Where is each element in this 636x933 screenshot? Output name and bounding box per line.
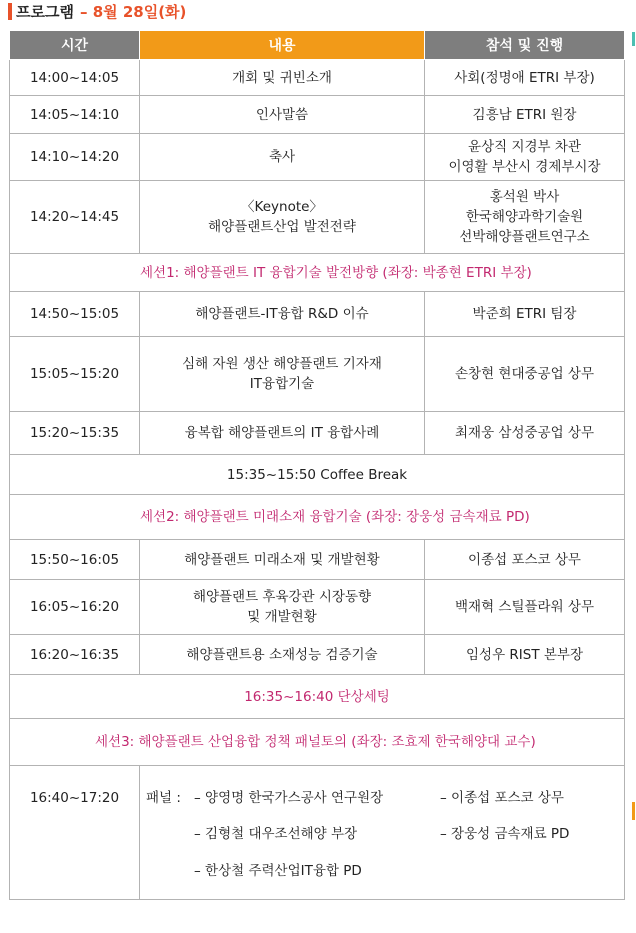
time-cell: 14:05~14:10 — [10, 96, 140, 134]
people-cell — [425, 412, 625, 455]
content-line: 인사말씀 — [255, 106, 309, 123]
table-header — [10, 31, 625, 60]
coffee-break: 15:35~15:50 Coffee Break — [10, 455, 625, 495]
table-row — [10, 412, 625, 455]
content-line: 해양플랜트용 소재성능 검증기술 — [186, 646, 378, 663]
content-line: 해양플랜트-IT융합 R&D 이슈 — [195, 306, 369, 322]
table-row — [10, 337, 625, 412]
content-line: 해양플랜트 미래소재 및 개발현황 — [184, 551, 380, 568]
break-row — [10, 455, 625, 495]
program-table — [9, 30, 625, 900]
people-cell — [425, 181, 625, 254]
content-line: IT융합기술 — [249, 376, 315, 392]
break-row — [10, 675, 625, 719]
table-row — [10, 96, 625, 134]
panel-member: – 양영명 한국가스공사 연구원장 — [194, 790, 384, 806]
heading-accent-bar — [8, 3, 12, 20]
content-line: 개회 및 귀빈소개 — [232, 69, 332, 86]
panel-label: 패널 : — [146, 790, 181, 806]
time-cell: 16:20~16:35 — [10, 635, 140, 675]
table-row — [10, 635, 625, 675]
content-line: 축사 — [268, 149, 296, 165]
panel-cell — [140, 766, 625, 900]
panel-member: – 장웅성 금속재료 PD — [440, 826, 570, 842]
time-cell: 15:05~15:20 — [10, 337, 140, 412]
side-mark-teal — [632, 32, 635, 46]
heading-title: 프로그램 — [16, 2, 74, 21]
stage-setting: 16:35~16:40 단상세팅 — [10, 675, 625, 719]
heading-date: – 8월 28일(화) — [79, 2, 187, 21]
people-cell — [425, 540, 625, 580]
column-header-time: 시간 — [10, 31, 140, 60]
content-cell — [140, 60, 425, 96]
column-header-content: 내용 — [140, 31, 425, 60]
session-title: 세션3: 해양플랜트 산업융합 정책 패널토의 (좌장: 조효제 한국해양대 교수) — [10, 719, 625, 766]
people-line: 홍석원 박사 — [489, 189, 560, 205]
panel-member: – 이종섭 포스코 상무 — [440, 790, 564, 806]
table-row — [10, 580, 625, 635]
content-cell — [140, 635, 425, 675]
content-cell — [140, 181, 425, 254]
panel-member: – 한상철 주력산업IT융합 PD — [194, 863, 362, 879]
people-line: 임성우 RIST 본부장 — [465, 646, 583, 663]
people-line: 손창현 현대중공업 상무 — [455, 366, 594, 382]
side-mark-orange — [632, 802, 635, 820]
table-row — [10, 60, 625, 96]
people-cell — [425, 60, 625, 96]
content-cell — [140, 540, 425, 580]
content-line: 해양플랜트 후육강관 시장동향 — [192, 589, 372, 605]
panel-member: – 김형철 대우조선해양 부장 — [194, 826, 358, 842]
table-row — [10, 181, 625, 254]
content-line: 해양플랜트산업 발전전략 — [208, 219, 356, 235]
people-cell — [425, 292, 625, 337]
time-cell: 15:20~15:35 — [10, 412, 140, 455]
people-line: 최재웅 삼성중공업 상무 — [455, 425, 594, 441]
people-line: 선박해양플랜트연구소 — [459, 229, 590, 245]
content-cell — [140, 412, 425, 455]
time-cell: 14:50~15:05 — [10, 292, 140, 337]
people-line: 백재혁 스틸플라워 상무 — [455, 599, 594, 615]
content-line: 융복합 해양플랜트의 IT 융합사례 — [184, 425, 380, 441]
content-line: 및 개발현황 — [247, 609, 317, 625]
people-line: 이종섭 포스코 상무 — [468, 551, 581, 568]
content-cell — [140, 292, 425, 337]
time-cell: 14:00~14:05 — [10, 60, 140, 96]
column-header-people: 참석 및 진행 — [425, 31, 625, 60]
time-cell: 16:05~16:20 — [10, 580, 140, 635]
people-cell — [425, 337, 625, 412]
session-row — [10, 495, 625, 540]
session-title: 세션1: 해양플랜트 IT 융합기술 발전방향 (좌장: 박종현 ETRI 부장) — [10, 254, 625, 292]
time-cell: 15:50~16:05 — [10, 540, 140, 580]
content-cell — [140, 96, 425, 134]
people-line: 사회(정명애 ETRI 부장) — [454, 69, 595, 86]
table-row — [10, 134, 625, 181]
people-cell — [425, 580, 625, 635]
time-cell: 14:10~14:20 — [10, 134, 140, 181]
time-cell: 14:20~14:45 — [10, 181, 140, 254]
content-line: 〈Keynote〉 — [241, 199, 323, 215]
program-heading — [8, 0, 186, 22]
session-row — [10, 254, 625, 292]
content-cell — [140, 134, 425, 181]
session-title: 세션2: 해양플랜트 미래소재 융합기술 (좌장: 장웅성 금속재료 PD) — [10, 495, 625, 540]
table-row — [10, 540, 625, 580]
people-line: 박준희 ETRI 팀장 — [472, 306, 577, 322]
people-line: 이영활 부산시 경제부시장 — [448, 159, 601, 175]
time-cell: 16:40~17:20 — [10, 766, 140, 900]
people-cell — [425, 134, 625, 181]
people-cell — [425, 96, 625, 134]
people-cell — [425, 635, 625, 675]
panel-row — [10, 766, 625, 900]
session-row — [10, 719, 625, 766]
content-cell — [140, 337, 425, 412]
people-line: 김흥남 ETRI 원장 — [472, 106, 577, 123]
people-line: 윤상직 지경부 차관 — [468, 139, 581, 155]
content-cell — [140, 580, 425, 635]
content-line: 심해 자원 생산 해양플랜트 기자재 — [182, 356, 382, 372]
table-row — [10, 292, 625, 337]
people-line: 한국해양과학기술원 — [465, 209, 584, 225]
